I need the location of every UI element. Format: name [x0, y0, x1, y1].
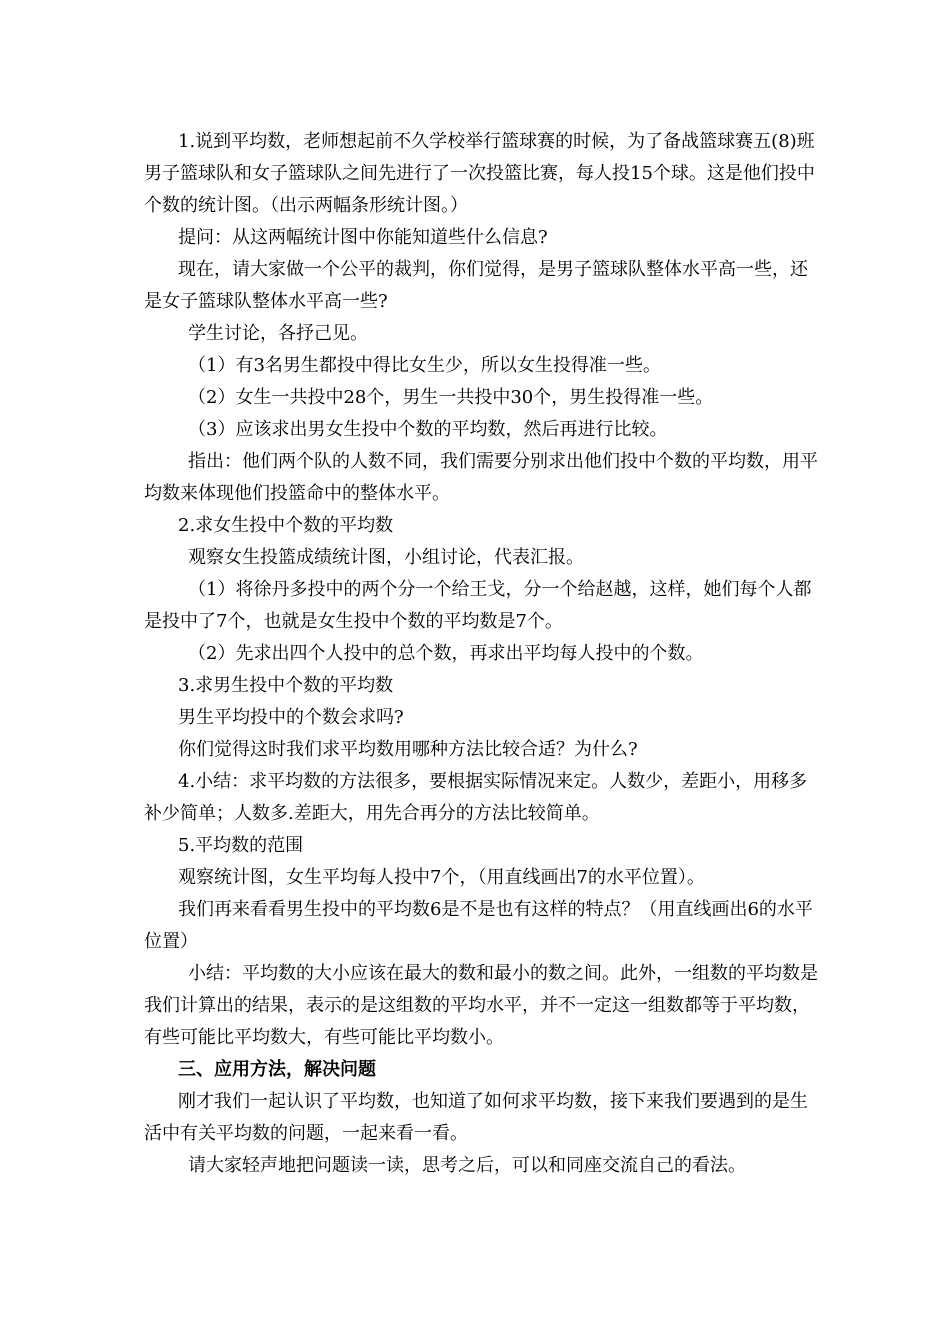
paragraph-6: （2）女生一共投中28个，男生一共投中30个，男生投得准一些。: [188, 387, 714, 408]
paragraph-22: 刚才我们一起认识了平均数，也知道了如何求平均数，接下来我们要遇到的是生活中有关平均数的问题，一起来看一看。: [144, 1091, 808, 1144]
paragraph-9: 2.求女生投中个数的平均数: [178, 515, 394, 536]
paragraph-13: 3.求男生投中个数的平均数: [178, 675, 394, 696]
paragraph-12: （2）先求出四个人投中的总个数，再求出平均每人投中的个数。: [188, 643, 704, 664]
paragraph-7: （3）应该求出男女生投中个数的平均数，然后再进行比较。: [188, 419, 668, 440]
paragraph-1: 1.说到平均数，老师想起前不久学校举行篮球赛的时候，为了备战篮球赛五(8)班男子篮球队和女子篮球队之间先进行了一次投篮比赛，每人投15个球。这是他们投中个数的统计图。（出示两幅条形统计图。）: [144, 131, 815, 216]
paragraph-15: 你们觉得这时我们求平均数用哪种方法比较合适？为什么?: [178, 739, 638, 760]
paragraph-23: 请大家轻声地把问题读一读，思考之后，可以和同座交流自己的看法。: [188, 1155, 746, 1176]
paragraph-11: （1）将徐丹多投中的两个分一个给王戈，分一个给赵越，这样，她们每个人都是投中了7个，也就是女生投中个数的平均数是7个。: [144, 579, 812, 632]
section-heading: 三、应用方法，解决问题: [178, 1059, 376, 1080]
paragraph-20: 小结：平均数的大小应该在最大的数和最小的数之间。此外，一组数的平均数是我们计算出的结果，表示的是这组数的平均水平，并不一定这一组数都等于平均数，有些可能比平均数大，有些可能比平均数小。: [144, 963, 818, 1048]
paragraph-10: 观察女生投篮成绩统计图，小组讨论，代表汇报。: [188, 547, 584, 568]
document-page: [144, 126, 824, 1182]
paragraph-4: 学生讨论，各抒己见。: [188, 323, 368, 344]
paragraph-18: 观察统计图，女生平均每人投中7个，（用直线画出7的水平位置）。: [178, 867, 705, 888]
paragraph-14: 男生平均投中的个数会求吗?: [178, 707, 404, 728]
paragraph-2: 提问：从这两幅统计图中你能知道些什么信息?: [178, 227, 548, 248]
paragraph-16: 4.小结：求平均数的方法很多，要根据实际情况来定。人数少，差距小，用移多补少简单；人数多.差距大，用先合再分的方法比较简单。: [144, 771, 808, 824]
paragraph-3: 现在，请大家做一个公平的裁判，你们觉得，是男子篮球队整体水平高一些，还是女子篮球队整体水平高一些?: [144, 259, 808, 312]
paragraph-5: （1）有3名男生都投中得比女生少，所以女生投得准一些。: [188, 355, 661, 376]
paragraph-8: 指出：他们两个队的人数不同，我们需要分别求出他们投中个数的平均数，用平均数来体现他们投篮命中的整体水平。: [144, 451, 818, 504]
paragraph-17: 5.平均数的范围: [178, 835, 304, 856]
paragraph-19: 我们再来看看男生投中的平均数6是不是也有这样的特点？（用直线画出6的水平位置）: [144, 899, 813, 952]
